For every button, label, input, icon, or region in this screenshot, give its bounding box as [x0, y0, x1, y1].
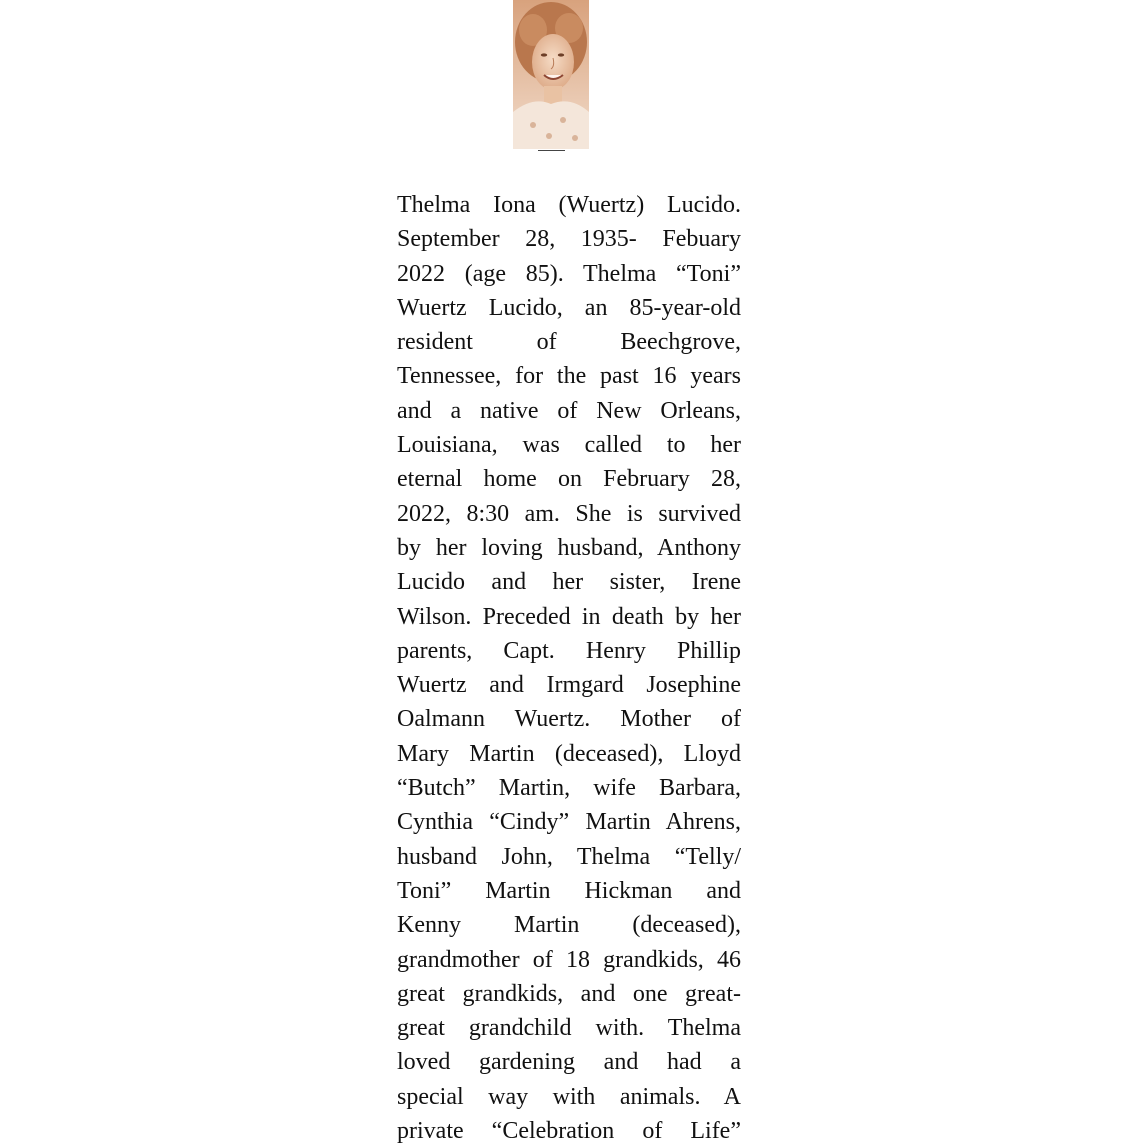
obituary-line: 2022 (age 85). Thelma “Toni” [397, 260, 741, 287]
obituary-line: Wuertz and Irmgard Josephine [397, 672, 741, 699]
obituary-line: Lucido and her sister, Irene [397, 569, 741, 596]
obituary-line: Oalmann Wuertz. Mother of [397, 706, 741, 733]
portrait-image [513, 0, 589, 149]
obituary-line: “Butch” Martin, wife Barbara, [397, 775, 741, 802]
obituary-line: Thelma Iona (Wuertz) Lucido. [397, 192, 741, 218]
obituary-line: Louisiana, was called to her [397, 432, 741, 459]
obituary-line: eternal home on February 28, [397, 466, 741, 493]
obituary-line: grandmother of 18 grandkids, 46 [397, 946, 741, 973]
obituary-line: and a native of New Orleans, [397, 397, 741, 424]
obituary-line: September 28, 1935- Febuary [397, 226, 741, 253]
obituary-line: Wuertz Lucido, an 85-year-old [397, 294, 741, 321]
obituary-line: special way with animals. A [397, 1083, 741, 1110]
obituary-line: Cynthia “Cindy” Martin Ahrens, [397, 809, 741, 836]
obituary-line: husband John, Thelma “Telly/ [397, 843, 741, 870]
photo-underline [538, 150, 565, 151]
obituary-line: Kenny Martin (deceased), [397, 912, 741, 939]
obituary-line: Tennessee, for the past 16 years [397, 363, 741, 390]
obituary-line: Mary Martin (deceased), Lloyd [397, 740, 741, 767]
portrait-photo [513, 0, 589, 149]
obituary-line: private “Celebration of Life” [397, 1118, 741, 1145]
obituary-line: parents, Capt. Henry Phillip [397, 637, 741, 664]
obituary-line: loved gardening and had a [397, 1049, 741, 1076]
obituary-line: great grandkids, and one great- [397, 980, 741, 1007]
obituary-line: by her loving husband, Anthony [397, 534, 741, 561]
obituary-line: resident of Beechgrove, [397, 329, 741, 356]
obituary-line: 2022, 8:30 am. She is survived [397, 500, 741, 527]
obituary-line: Wilson. Preceded in death by her [397, 603, 741, 630]
obituary-text [397, 188, 741, 1148]
obituary-line: Toni” Martin Hickman and [397, 877, 741, 904]
obituary-line: great grandchild with. Thelma [397, 1015, 741, 1042]
